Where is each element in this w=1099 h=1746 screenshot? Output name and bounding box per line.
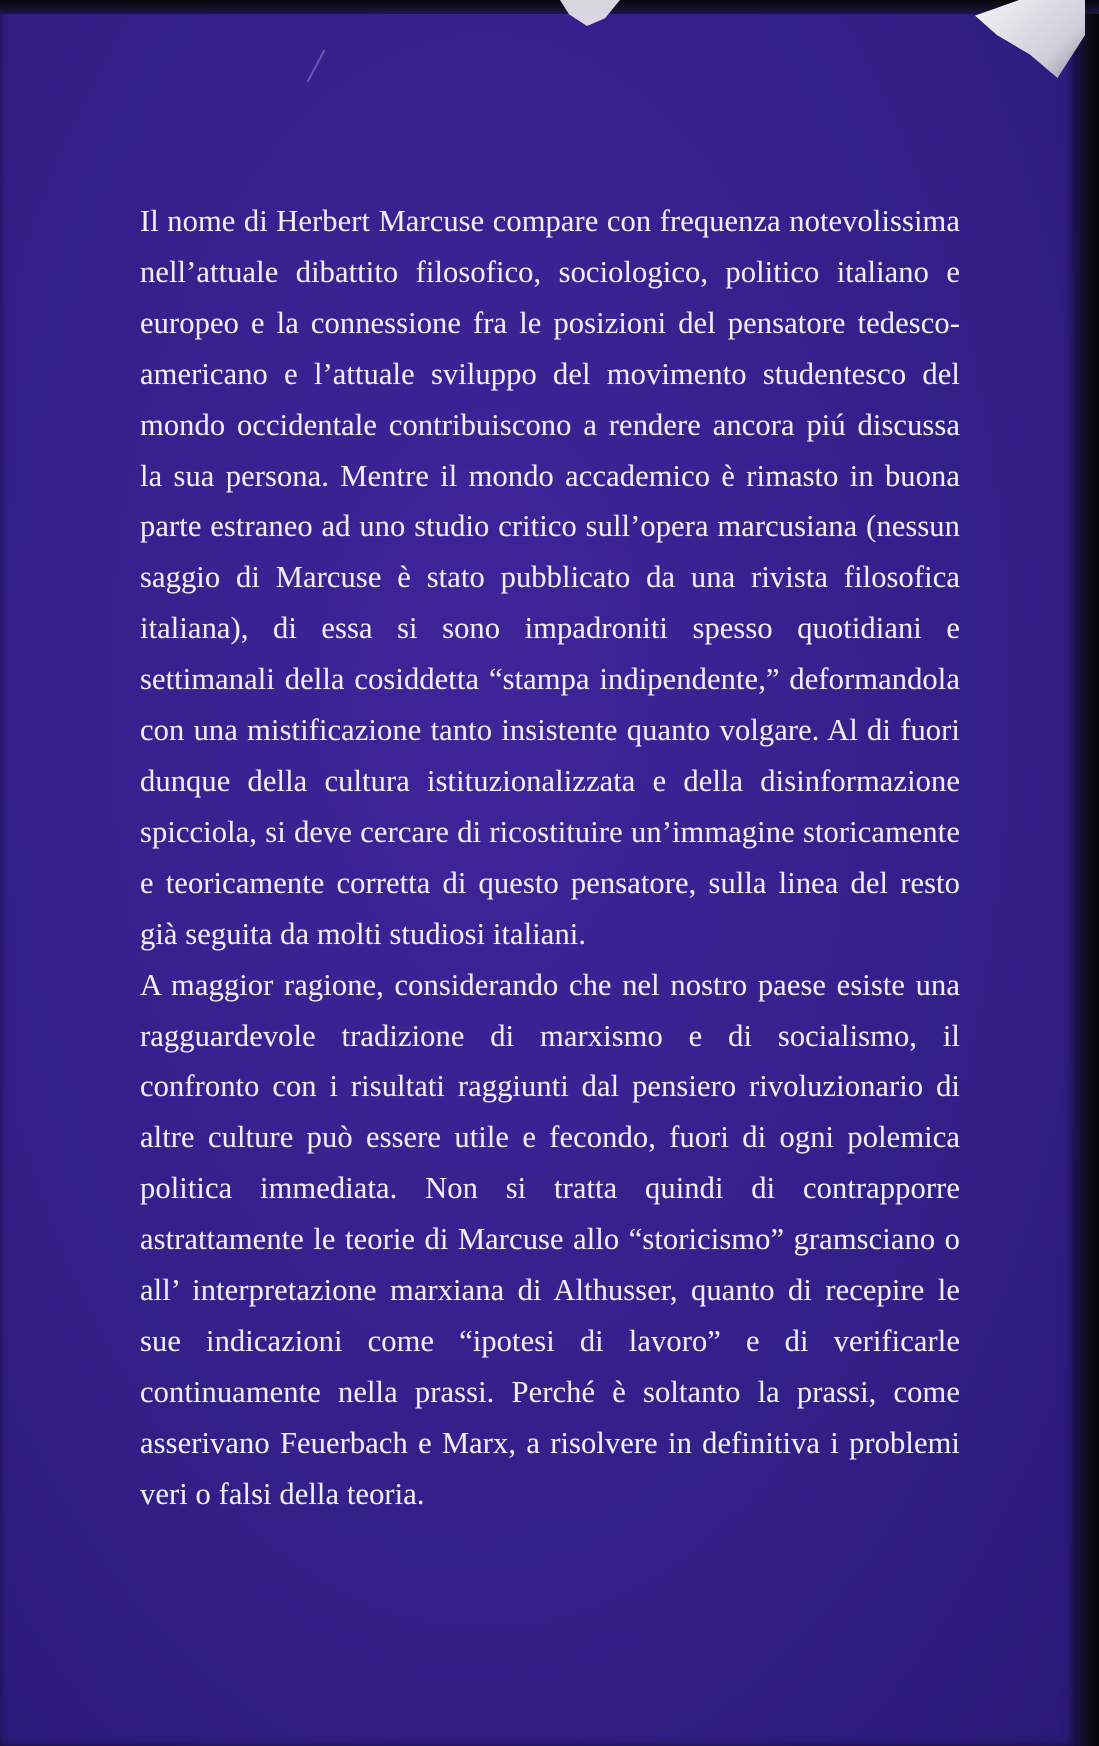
blurb-paragraph-2: A maggior ragione, considerando che nel nostro paese esiste una ragguardevole tradizione di marxismo e di socialismo, il confronto con i risultati raggiunti dal pensiero rivoluzionario di altre culture può essere utile e fecondo, fuori di ogni polemica politica immediata. Non si tratta quindi di contrapporre astrattamente le teorie di Marcuse allo “storicismo” gramsciano o all’ interpretazione marxiana di Althusser, quanto di recepire le sue indicazioni come “ipotesi di lavoro” e di verificarle continuamente nella prassi. Perché è soltanto la prassi, come asserivano Feuerbach e Marx, a risolvere in definitiva i problemi veri o falsi della teoria. xyxy=(140,967,960,1511)
blurb-paragraph-1: Il nome di Herbert Marcuse compare con frequenza notevolissima nell’attuale dibattito filosofico, sociologico, politico italiano e europeo e la connessione fra le posizioni del pensatore tedesco-americano e l’attuale sviluppo del movimento studentesco del mondo occidentale contribuiscono a rendere ancora piú discussa la sua persona. Mentre il mondo accademico è rimasto in buona parte estraneo ad uno studio critico sull’opera marcusiana (nessun saggio di Marcuse è stato pubblicato da una rivista filosofica italiana), di essa si sono impadroniti spesso quotidiani e settimanali della cosiddetta “stampa indipendente,” deformandola con una mistificazione tanto insistente quanto volgare. Al di fuori dunque della cultura istituzionalizzata e della disinformazione spicciola, si deve cercare di ricostituire un’immagine storicamente e teoricamente corretta di questo pensatore, sulla linea del resto già seguita da molti studiosi italiani. xyxy=(140,204,960,951)
cover-right-edge xyxy=(1078,0,1099,1746)
cover-top-edge xyxy=(0,0,1099,14)
back-cover-blurb xyxy=(140,196,960,1520)
